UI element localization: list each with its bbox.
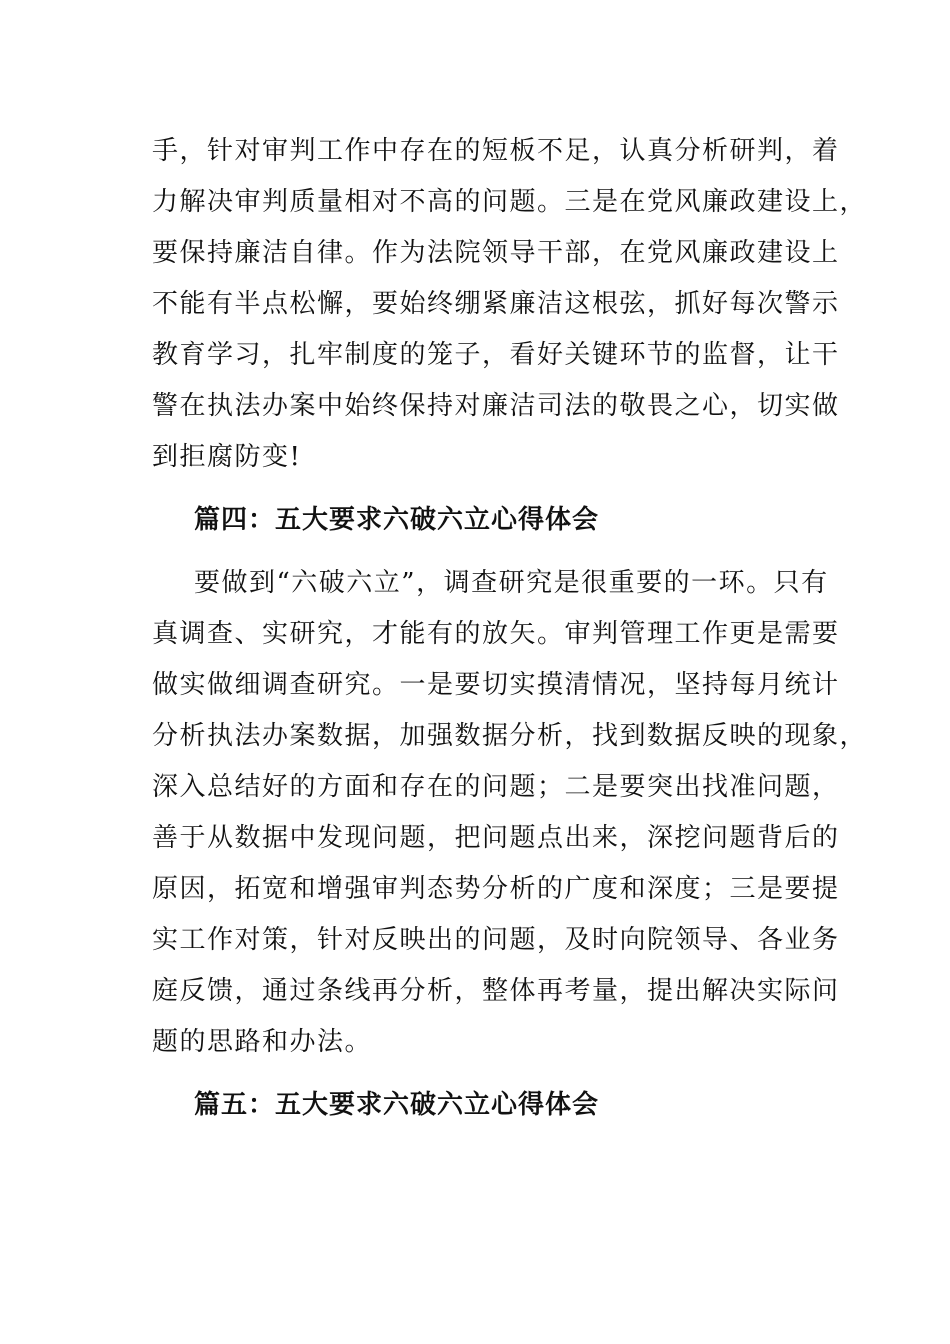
paragraph-line: 教育学习，扎牢制度的笼子，看好关键环节的监督，让干 — [152, 340, 840, 370]
paragraph-line: 到拒腐防变! — [152, 442, 302, 472]
paragraph-line: 分析执法办案数据，加强数据分析，找到数据反映的现象， — [152, 721, 868, 751]
paragraph-line: 善于从数据中发现问题，把问题点出来，深挖问题背后的 — [152, 823, 840, 853]
paragraph-line: 力解决审判质量相对不高的问题。三是在党风廉政建设上， — [152, 187, 868, 217]
paragraph-line: 实工作对策，针对反映出的问题，及时向院领导、各业务 — [152, 925, 840, 955]
paragraph-line: 庭反馈，通过条线再分析，整体再考量，提出解决实际问 — [152, 976, 840, 1006]
paragraph-line: 要保持廉洁自律。作为法院领导干部，在党风廉政建设上 — [152, 238, 840, 268]
paragraph-line: 原因，拓宽和增强审判态势分析的广度和深度；三是要提 — [152, 874, 840, 904]
paragraph-line: 真调查、实研究，才能有的放矢。审判管理工作更是需要 — [152, 619, 840, 649]
paragraph-line: 做实做细调查研究。一是要切实摸清情况，坚持每月统计 — [152, 670, 840, 700]
paragraph-line: 手，针对审判工作中存在的短板不足，认真分析研判，着 — [152, 136, 840, 166]
section-heading-4: 篇四：五大要求六破六立心得体会 — [194, 505, 600, 535]
paragraph-line: 深入总结好的方面和存在的问题；二是要突出找准问题， — [152, 772, 840, 802]
paragraph-line: 题的思路和办法。 — [152, 1027, 373, 1057]
paragraph-line: 要做到“六破六立”，调查研究是很重要的一环。只有 — [194, 568, 829, 598]
section-heading-5: 篇五：五大要求六破六立心得体会 — [194, 1090, 600, 1120]
paragraph-line: 不能有半点松懈，要始终绷紧廉洁这根弦，抓好每次警示 — [152, 289, 840, 319]
paragraph-line: 警在执法办案中始终保持对廉洁司法的敬畏之心，切实做 — [152, 391, 840, 421]
